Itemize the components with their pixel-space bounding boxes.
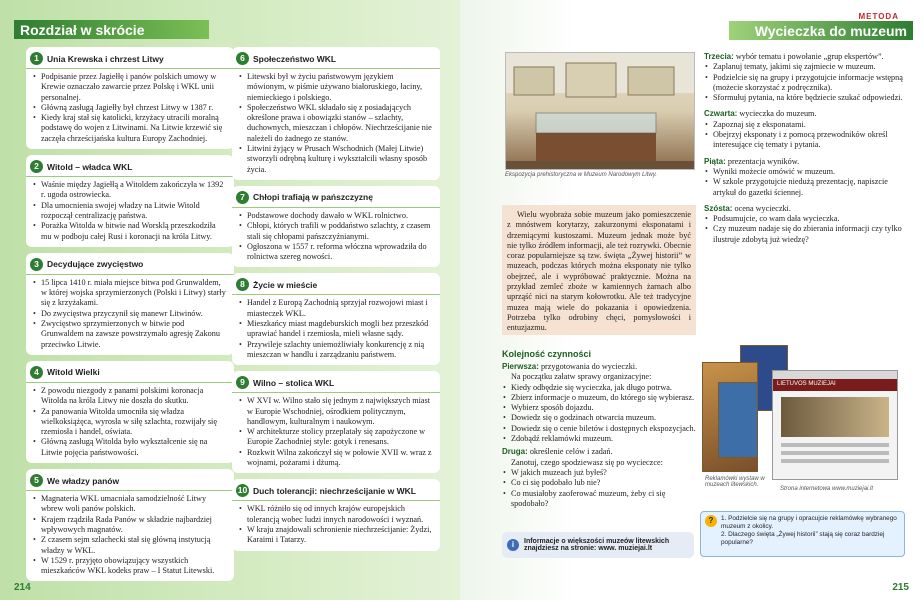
step5-label: Piąta:: [704, 156, 726, 166]
list-item: • Litewski był w życiu państwowym językiem mówionym, w piśmie używano białoruskiego, łaciny, niemieckiego i polskiego.: [238, 72, 434, 103]
summary-box-title: [232, 373, 440, 393]
list-item: • Wybierz sposób dojazdu.: [502, 403, 696, 413]
summary-box-title: [26, 471, 234, 491]
question-text: Podzielcie się na grupy i opracujcie reklamówkę wybranego muzeum z okolicy.: [721, 515, 897, 530]
list-item: • Zdobądź reklamówki muzeum.: [502, 434, 696, 444]
section-title: Unia Krewska i chrzest Litwy: [47, 53, 164, 64]
section-number: 4: [30, 366, 43, 379]
summary-list: [32, 386, 228, 458]
steps-right: [704, 52, 904, 245]
summary-list: [238, 396, 434, 468]
summary-list: [32, 180, 228, 242]
list-item: • Mieszkańcy miast magdeburskich mogli bez przeszkód uprawiać handel i rzemiosła, mieli własne sądy.: [238, 319, 434, 340]
summary-box-10: [232, 479, 440, 550]
summary-box-title: [232, 275, 440, 295]
summary-list: [238, 72, 434, 175]
museum-photo: [505, 52, 695, 170]
page-header: Rozdział w skrócie: [14, 20, 209, 39]
section-number: 8: [236, 278, 249, 291]
section-kicker: METODA: [858, 12, 899, 21]
section-number: 7: [236, 191, 249, 204]
info-icon: i: [507, 539, 519, 551]
summary-box-title: [26, 157, 234, 177]
summary-box-2: [26, 155, 234, 247]
leaflet-image: [718, 382, 758, 458]
questions-box: [700, 511, 905, 557]
section-title: Życie w mieście: [253, 279, 318, 290]
summary-list: [238, 504, 434, 545]
section-number: 6: [236, 52, 249, 65]
list-item: • Ogłoszona w 1557 r. reforma włóczna wprowadziła do rolnictwa szereg nowości.: [238, 242, 434, 263]
section-title: We władzy panów: [47, 475, 120, 486]
list-item: • Zapoznaj się z eksponatami.: [704, 120, 904, 130]
step6-text: ocena wycieczki.: [734, 203, 791, 213]
summary-box-9: [232, 371, 440, 473]
section-number: 10: [237, 485, 248, 496]
section-title: Decydujące zwycięstwo: [47, 259, 144, 270]
list-item: • Podpisanie przez Jagiełłę i panów polskich umowy w Krewie oznaczało zawarcie przez Polskę i WKL unii personalnej.: [32, 72, 228, 103]
list-item: • Wyniki możecie omówić w muzeum.: [704, 167, 904, 177]
list-item: • Co ci się podobało lub nie?: [502, 478, 672, 488]
list-item: • 15 lipca 1410 r. miała miejsce bitwa pod Grunwaldem, w której wojska sprzymierzonych (Polski i Litwy) starły się z krzyżakami.: [32, 278, 228, 309]
question-number: 1.: [721, 515, 729, 522]
list-item: • Magnateria WKL umacniała samodzielność Litwy wbrew woli panów polskich.: [32, 494, 228, 515]
info-text: Informacje o większości muzeów litewskich znajdziesz na stronie: www. muziejai.lt: [524, 538, 670, 552]
list-item: • Co musiałoby zaoferować muzeum, żeby ci się spodobało?: [502, 489, 672, 510]
list-item: • Podsumujcie, co wam dała wycieczka.: [704, 214, 904, 224]
list-item: • Dla umocnienia swojej władzy na Litwie Witold rozpoczął centralizację państwa.: [32, 201, 228, 222]
list-item: • Zwycięstwo sprzymierzonych w bitwie pod Grunwaldem na zawsze powstrzymało agresję Zakonu przeciwko Litwie.: [32, 319, 228, 350]
list-item: • Główną zasługą Jagiełły był chrzest Litwy w 1387 r.: [32, 103, 228, 113]
list-item: • Dowiedz się o godzinach otwarcia muzeum.: [502, 413, 696, 423]
question-number: 2.: [721, 531, 729, 538]
step3-list: [704, 62, 904, 103]
question-text: Dlaczego święta „Żywej historii” stają się coraz bardziej popularne?: [721, 531, 885, 546]
list-item: • Z czasem sejm szlachecki stał się główną instytucją władzy w WKL.: [32, 535, 228, 556]
section-number: 9: [236, 376, 249, 389]
summary-list: [238, 298, 434, 360]
list-item: • Krajem rządziła Rada Panów w składzie najbardziej wpływowych magnatów.: [32, 515, 228, 536]
question-item: [721, 515, 898, 531]
step2-list: [502, 468, 672, 509]
website-screenshot: [772, 370, 898, 480]
step4-list: [704, 120, 904, 151]
step6-list: [704, 214, 904, 245]
section-number: 1: [30, 52, 43, 65]
summary-box-title: [232, 481, 440, 501]
summary-list: [238, 211, 434, 262]
list-item: • Chłopi, których trafili w poddaństwo szlachty, z czasem stali się chłopami pańszczyźnianymi.: [238, 221, 434, 242]
info-box: [502, 532, 694, 558]
list-item: • Handel z Europą Zachodnią sprzyjał rozwojowi miast i miasteczek WKL.: [238, 298, 434, 319]
list-item: • W kraju znajdowali schronienie niechrześcijanie: Żydzi, Karaimi i Tatarzy.: [238, 525, 434, 546]
list-item: • Rozkwit Wilna zakończył się w połowie XVII w. wraz z wojnami, pożarami i dżumą.: [238, 448, 434, 469]
summary-box-1: [26, 47, 234, 149]
left-page: [0, 0, 460, 600]
summary-list: [32, 278, 228, 350]
list-item: • W architekturze stolicy przeplatały się zapożyczone w Europie Zachodniej style: gotyk i renesans.: [238, 427, 434, 448]
summary-list: [32, 494, 228, 576]
list-item: • Za panowania Witolda umocniła się władza wielkoksiążęca, wyrosła w siłę szlachta, rozwijały się rzemiosła i handel, oświata.: [32, 407, 228, 438]
photo-caption: Ekspozycja prehistoryczna w Muzeum Narodowym Litwy.: [505, 172, 657, 178]
page-number-right: 215: [892, 582, 909, 593]
step4-text: wycieczka do muzeum.: [739, 109, 817, 119]
summary-box-5: [26, 469, 234, 581]
list-item: • Kiedy odbędzie się wycieczka, jak długo potrwa.: [502, 383, 696, 393]
section-title: Społeczeństwo WKL: [253, 53, 337, 64]
list-item: • Główną zasługą Witolda było wykształcenie się na Litwie pojęcia państwowości.: [32, 437, 228, 458]
step2-sub: Zanotuj, czego spodziewasz się po wycieczce:: [511, 457, 663, 467]
list-item: • Podzielcie się na grupy i przygotujcie informacje wstępną (możecie skorzystać z podręcznika).: [704, 73, 904, 94]
list-item: • Czy muzeum nadaje się do zbierania informacji czy tylko ilustruje zdobytą już wiedzę?: [704, 224, 904, 245]
website-banner: LIETUVOS MUZIEJAI: [773, 379, 897, 391]
page-header-right: Wycieczka do muzeum: [729, 21, 913, 40]
summary-column-right: [232, 47, 440, 557]
step6-label: Szósta:: [704, 203, 733, 213]
page-number: 214: [14, 582, 31, 593]
question-icon: ?: [705, 515, 717, 527]
summary-box-title: [232, 188, 440, 208]
section-title: Wilno – stolica WKL: [253, 377, 335, 388]
steps-left: [502, 349, 696, 509]
list-item: • Z powodu niezgody z panami polskimi koronacja Witolda na króla Litwy nie doszła do skutku.: [32, 386, 228, 407]
summary-column-left: [26, 47, 234, 587]
summary-box-3: [26, 253, 234, 355]
list-item: • Do zwycięstwa przyczynił się manewr Litwinów.: [32, 309, 228, 319]
list-item: • Podstawowe dochody dawało w WKL rolnictwo.: [238, 211, 434, 221]
list-item: • Kiedy kraj stał się katolicki, krzyżacy utracili moralną podstawę do wojen z Litwinami. Na Litwie krzewić się zaczęła chrześcijańska kultura Europy Zachodniej.: [32, 113, 228, 144]
summary-box-title: [232, 49, 440, 69]
step2-label: Druga:: [502, 447, 528, 457]
question-item: [721, 531, 898, 547]
list-item: • Sformułuj pytania, na które będziecie szukać odpowiedzi.: [704, 93, 904, 103]
section-title: Witold Wielki: [47, 367, 100, 378]
list-item: • Zbierz informacje o muzeum, do którego się wybierasz.: [502, 393, 696, 403]
summary-box-7: [232, 186, 440, 267]
step2-text: określenie celów i zadań.: [529, 447, 613, 457]
list-item: • Porażka Witolda w bitwie nad Worsklą przeszkodziła mu w podboju całej Rusi i koronacji na króla Litwy.: [32, 221, 228, 242]
website-caption: Strona internetowa www.muziejai.lt: [780, 486, 874, 492]
summary-box-8: [232, 273, 440, 365]
list-item: • Dowiedz się o cenie biletów i dostępnych ekspozycjach.: [502, 424, 696, 434]
summary-box-6: [232, 47, 440, 180]
intro-box: Wielu wyobraża sobie muzeum jako pomieszczenie z mnóstwem korytarzy, zakurzonymi eksponatami i drzemiącymi kustoszami. Muzeum jednak może być nie tylko źródłem informacji, ale też rozrywki. Obecnie coraz popularniejsze są tzw. święta „Żywej historii” w muzeach, podczas których można eksponaty nie tylko obejrzeć, ale i wypróbować praktycznie. Można na przykład zemleć zboże w kamiennych żarnach albo uprząść nici na starym kołowrotku. Ale też tradycyjne muzea mają wiele do pokazania i opowiedzenia. Potrzeba tylko odrobiny chęci, pomysłowości i entuzjazmu.: [502, 205, 696, 335]
section-number: 2: [30, 160, 43, 173]
summary-box-title: [26, 363, 234, 383]
leaflets-caption: Reklamówki wystaw w muzeach litewskich.: [705, 476, 765, 488]
section-number: 5: [30, 474, 43, 487]
step5-list: [704, 167, 904, 198]
list-item: • Obejrzyj eksponaty i z pomocą przewodników określ interesujące cię tematy i pytania.: [704, 130, 904, 151]
section-title: Duch tolerancji: niechrześcijanie w WKL: [253, 485, 416, 496]
step3-text: wybór tematu i powołanie „grup ekspertów”.: [735, 52, 884, 61]
list-item: • Waśnie między Jagiełłą a Witoldem zakończyła w 1392 r. ugoda ostrowiecka.: [32, 180, 228, 201]
summary-box-title: [26, 49, 234, 69]
section-title: Chłopi trafiają w pańszczyznę: [253, 192, 373, 203]
order-title: Kolejność czynności: [502, 349, 592, 359]
summary-box-4: [26, 361, 234, 463]
list-item: • W szkole przygotujcie niedużą prezentację, napiszcie artykuł do gazetki ściennej.: [704, 177, 904, 198]
step1-sub: Na początku załatw sprawy organizacyjne:: [511, 372, 652, 382]
step3-label: Trzecia:: [704, 52, 734, 61]
list-item: • Społeczeństwo WKL składało się z posiadających określone prawa i obowiązki stanów – szlachty, duchownych, mieszczan i chłopów. Niechrześcijanie nie należeli do żadnego ze stanów.: [238, 103, 434, 144]
list-item: • WKL różniło się od innych krajów europejskich tolerancją wobec ludzi innych narodowości i wyznań.: [238, 504, 434, 525]
section-title: Witold – władca WKL: [47, 161, 133, 172]
step5-text: prezentacja wyników.: [727, 156, 800, 166]
list-item: • Przywileje szlachty uniemożliwiały konkurencję z nią mieszczan w handlu i zarządzaniu państwem.: [238, 340, 434, 361]
list-item: • Zaplanuj tematy, jakimi się zajmiecie w muzeum.: [704, 62, 904, 72]
list-item: • W 1529 r. przyjęto obowiązujący wszystkich mieszkańców WKL kodeks praw – I Statut Litewski.: [32, 556, 228, 577]
step1-text: przygotowania do wycieczki.: [540, 362, 638, 371]
section-number: 3: [30, 258, 43, 271]
summary-list: [32, 72, 228, 144]
step1-label: Pierwsza:: [502, 362, 539, 371]
list-item: • W XVI w. Wilno stało się jednym z największych miast w Europie Wschodniej, ośrodkiem politycznym, handlowym, kulturalnym i naukowym.: [238, 396, 434, 427]
step1-list: [502, 383, 696, 445]
list-item: • Litwini żyjący w Prusach Wschodnich (Małej Litwie) stworzyli odrębną kulturę i wykształcili własny sposób życia.: [238, 144, 434, 175]
summary-box-title: [26, 255, 234, 275]
list-item: • W jakich muzeach już byłeś?: [502, 468, 672, 478]
step4-label: Czwarta:: [704, 109, 738, 119]
